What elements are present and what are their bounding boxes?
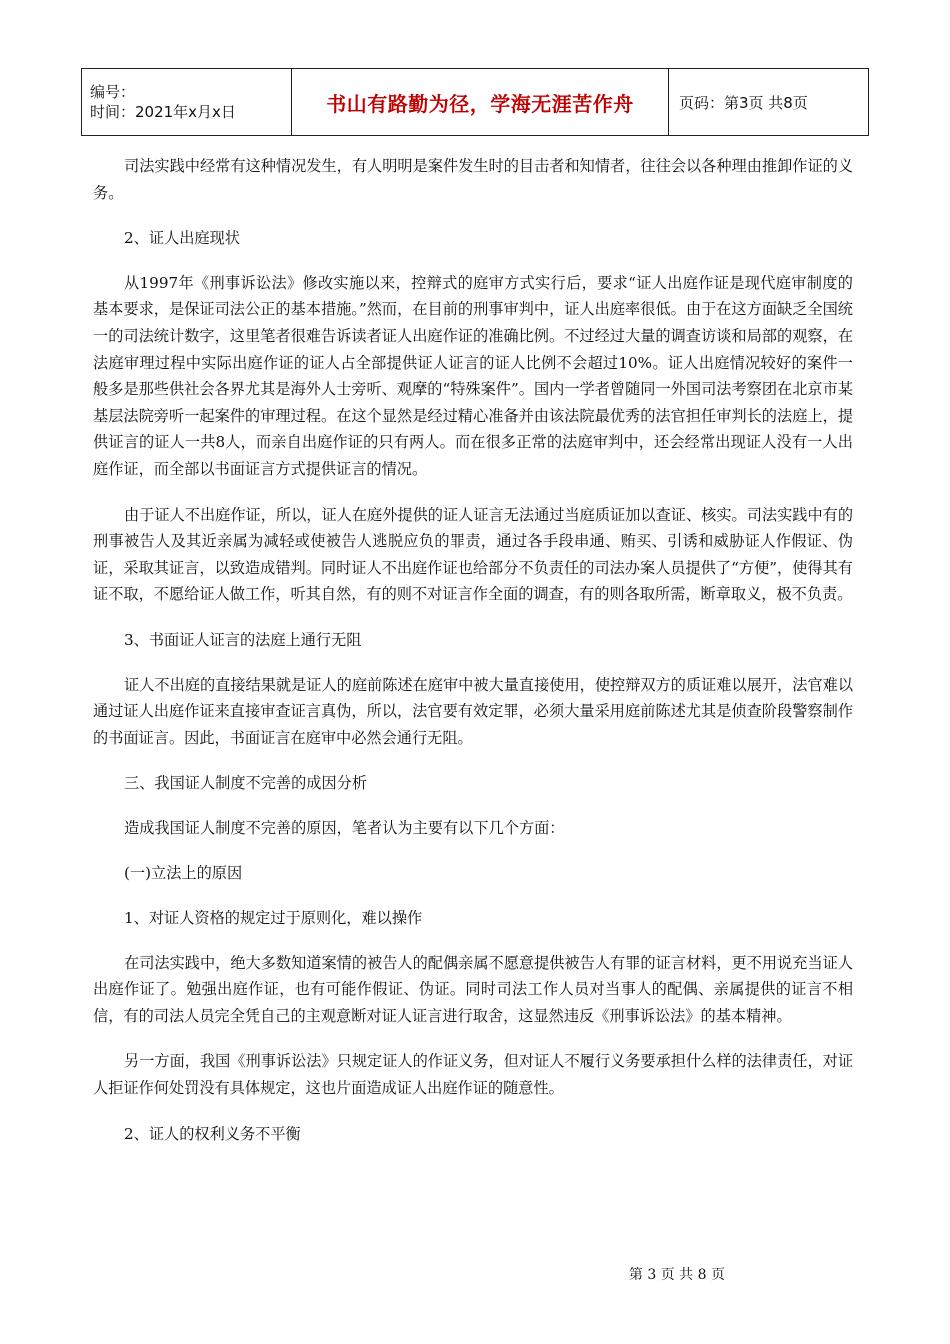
document-date-label: 时间：2021年x月x日: [90, 103, 236, 121]
body-paragraph: 由于证人不出庭作证，所以，证人在庭外提供的证人证言无法通过当庭质证加以查证、核实。司法实践中有的刑事被告人及其近亲属为减轻或使被告人逃脱应负的罪责，通过各手段串通、贿买、引诱和威胁证人作假证、伪证，采取其证言，以致造成错判。同时证人不出庭作证也给部分不负责任的司法办案人员提供了“方便”，使得其有证不取，不愿给证人做工作，听其自然，有的则不对证言作全面的调查，有的则各取所需，断章取义，极不负责。: [93, 505, 853, 604]
document-body: [93, 153, 853, 1165]
header-page-info: 页码：第3页 共8页: [669, 69, 869, 136]
section-heading: 2、证人的权利义务不平衡: [124, 1124, 301, 1143]
document-number-label: 编号：: [90, 83, 136, 101]
body-paragraph: 在司法实践中，绝大多数知道案情的被告人的配偶亲属不愿意提供被告人有罪的证言材料，更不用说充当证人出庭作证了。勉强出庭作证，也有可能作假证、伪证。同时司法工作人员对当事人的配偶、亲属提供的证言不相信，有的司法人员完全凭自己的主观意断对证人证言进行取舍，这显然违反《刑事诉讼法》的基本精神。: [93, 953, 853, 1025]
section-heading: 2、证人出庭现状: [124, 229, 240, 248]
section-heading: (一)立法上的原因: [124, 864, 243, 883]
body-paragraph: 从1997年《刑事诉讼法》修改实施以来，控辩式的庭审方式实行后，要求“证人出庭作证是现代庭审制度的基本要求，是保证司法公正的基本措施。”然而，在目前的刑事审判中，证人出庭率很低。由于在这方面缺乏全国统一的司法统计数字，这里笔者很难告诉读者证人出庭作证的准确比例。不过经过大量的调查访谈和局部的观察，在法庭审理过程中实际出庭作证的证人占全部提供证人证言的证人比例不会超过10%。证人出庭情况较好的案件一般多是那些供社会各界尤其是海外人士旁听、观摩的“特殊案件”。国内一学者曾随同一外国司法考察团在北京市某基层法院旁听一起案件的审理过程。在这个显然是经过精心准备并由该法院最优秀的法官担任审判长的法庭上，提供证言的证人一共8人，而亲自出庭作证的只有两人。而在很多正常的法庭审判中，还会经常出现证人没有一人出庭作证，而全部以书面证言方式提供证言的情况。: [93, 273, 853, 478]
section-heading: 三、我国证人制度不完善的成因分析: [124, 774, 367, 793]
section-heading: 3、书面证人证言的法庭上通行无阻: [124, 630, 362, 649]
body-paragraph: 另一方面，我国《刑事诉讼法》只规定证人的作证义务，但对证人不履行义务要承担什么样的法律责任，对证人拒证作何处罚没有具体规定，这也片面造成证人出庭作证的随意性。: [93, 1052, 853, 1098]
header-meta-cell: [82, 69, 292, 136]
body-paragraph: 证人不出庭的直接结果就是证人的庭前陈述在庭审中被大量直接使用，使控辩双方的质证难以展开，法官难以通过证人出庭作证来直接审查证言真伪，所以，法官要有效定罪，必须大量采用庭前陈述尤其是侦查阶段警察制作的书面证言。因此，书面证言在庭审中必然会通行无阻。: [93, 675, 853, 747]
section-heading: 1、对证人资格的规定过于原则化，难以操作: [124, 909, 423, 928]
body-paragraph: 造成我国证人制度不完善的原因，笔者认为主要有以下几个方面：: [124, 818, 565, 837]
body-paragraph: 司法实践中经常有这种情况发生，有人明明是案件发生时的目击者和知情者，往往会以各种理由推卸作证的义务。: [93, 157, 853, 202]
header-motto: 书山有路勤为径，学海无涯苦作舟: [292, 69, 669, 136]
page-footer: 第 3 页 共 8 页: [628, 1267, 725, 1283]
page-header: [81, 68, 869, 136]
